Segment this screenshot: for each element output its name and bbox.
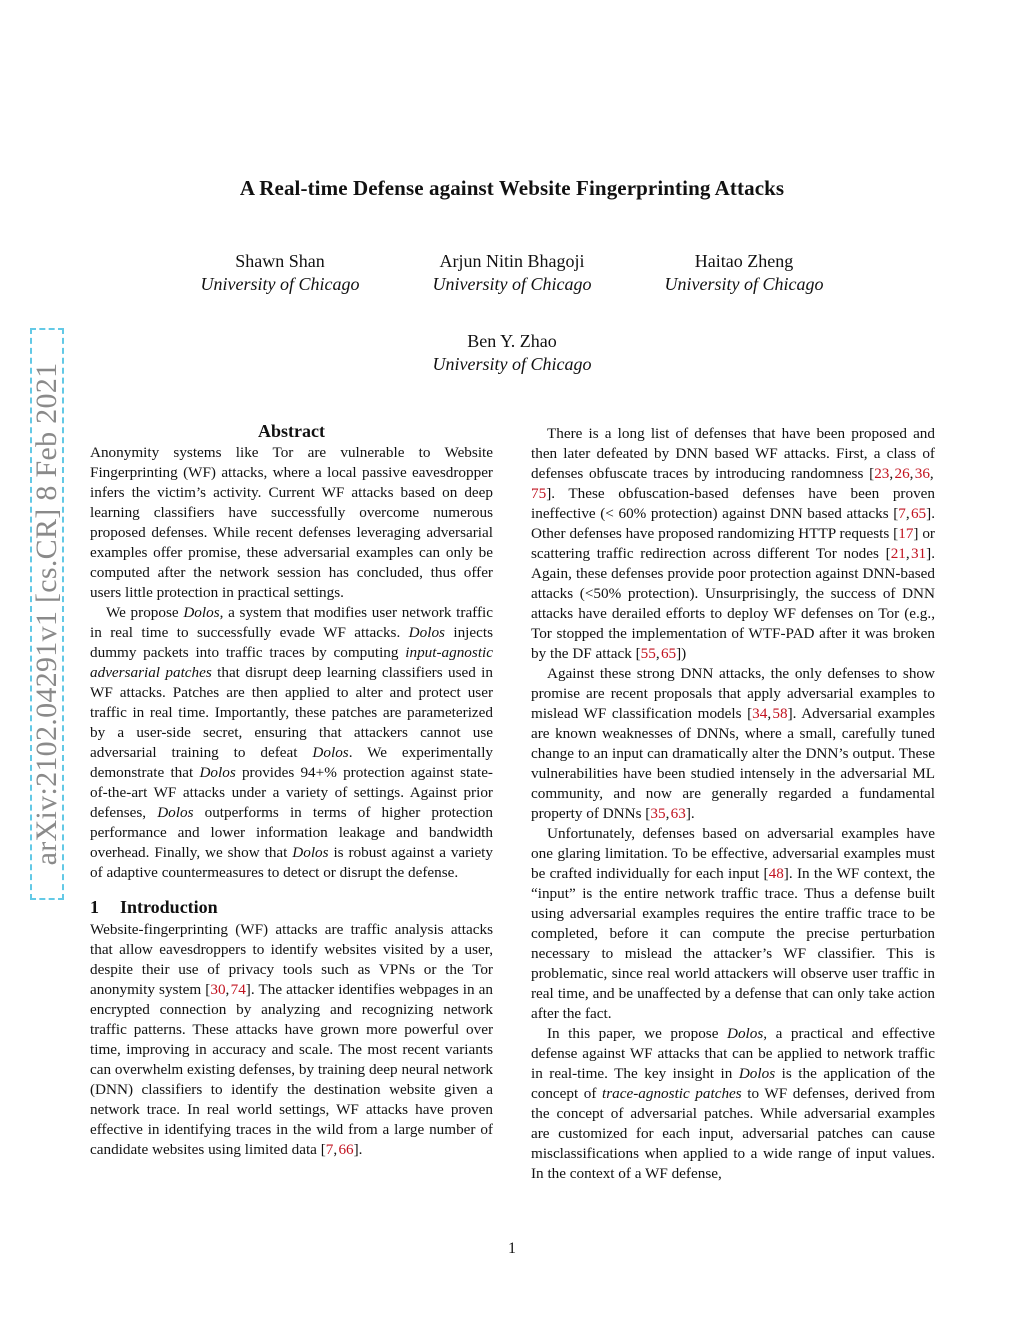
body-paragraph: In this paper, we propose Dolos, a practical and effective defense against WF attacks that can be applied to network traffic in real-time. The key insight in Dolos is the application of the concept of trace-agnostic patches to WF defenses, derived from the concept of adversarial patches. While adversarial examples are customized for each input, adversarial patches can cause misclassifications when applied to a wide range of input values. In the context of a WF defense, (531, 1025, 936, 1182)
citation-link[interactable]: 48 (768, 865, 784, 882)
citation-link[interactable]: 30 (210, 981, 226, 998)
citation-link[interactable]: 63 (670, 805, 686, 822)
right-column (531, 424, 935, 1184)
author-affiliation: University of Chicago (432, 274, 592, 294)
citation-link[interactable]: 17 (898, 525, 914, 542)
citation-link[interactable]: 21 (890, 545, 906, 562)
body-paragraph: There is a long list of defenses that have been proposed and then later defeated by DNN based WF attacks. First, a class of defenses obfuscate traces by introducing randomness [23, 26, 36, 75]. These obfuscation-based defenses have been proven ineffective (< 60% protection) against DNN based attacks [7, 65]. Other defenses have proposed randomizing HTTP requests [17] or scattering traffic redirection across different Tor nodes [21, 31]. Again, these defenses provide poor protection against DNN-based attacks (<50% protection). Unsurprisingly, the success of DNN attacks have derailed efforts to deploy WF defenses on Tor (e.g., Tor stopped the implementation of WTF-PAD after it was broken by the DF attack [55, 65]) (531, 425, 935, 662)
citation-link[interactable]: 65 (910, 505, 927, 522)
citation-link[interactable]: 35 (650, 805, 666, 822)
citation-link[interactable]: 31 (910, 545, 927, 562)
citation-link[interactable]: 74 (230, 981, 246, 998)
author-affiliation: University of Chicago (664, 274, 824, 294)
intro-paragraph: Website-fingerprinting (WF) attacks are traffic analysis attacks that allow eavesdroppers to identify websites visited by a user, despite their use of privacy tools such as VPNs or the Tor anonymity system [30, 74]. The attacker identifies webpages in an encrypted connection by analyzing and recognizing network traffic patterns. These attacks have grown more powerful over time, improving in accuracy and scale. The most recent variants can overwhelm existing defenses, by training deep neural network (DNN) classifiers to identify the destination website given a network trace. In real world settings, WF attacks have proven effective in identifying traces in the wild from a large number of candidate websites using limited data [7, 66]. (90, 921, 493, 1158)
citation-link[interactable]: 58 (772, 705, 788, 722)
arxiv-stamp[interactable]: arXiv:2102.04291v1 [cs.CR] 8 Feb 2021 (30, 362, 63, 866)
author-2 (392, 250, 632, 296)
section-heading-introduction: 1 Introduction (90, 897, 218, 917)
author-affiliation: University of Chicago (200, 274, 360, 294)
citation-link[interactable]: 34 (752, 705, 768, 722)
author-name: Ben Y. Zhao (467, 331, 557, 351)
abstract-heading: Abstract (258, 421, 325, 441)
citation-link[interactable]: 36 (914, 465, 930, 482)
citation-link[interactable]: 7 (898, 505, 906, 522)
body-paragraph: Against these strong DNN attacks, the only defenses to show promise are recent proposals that apply adversarial examples to mislead WF classification models [34, 58]. Adversarial examples are known weaknesses of DNNs, where a small, carefully tuned change to an input can dramatically alter the DNN’s output. These vulnerabilities have been studied intensely in the adversarial ML community, and now are generally regarded a fundamental property of DNNs [35, 63]. (531, 665, 935, 822)
body-paragraph: Unfortunately, defenses based on adversarial examples have one glaring limitation. To be effective, adversarial examples must be crafted individually for each input [48]. In the WF context, the “input” is the entire network traffic trace. Thus a defense built using adversarial examples requires the entire traffic trace to be completed, before it can compute the precise perturbation necessary to mislead the attacker’s WF classifier. This is problematic, since real world attackers will observe user traffic in real time, and be unaffected by a defense that can only take action after the fact. (531, 825, 935, 1022)
paper-title: A Real-time Defense against Website Fingerprinting Attacks (239, 176, 785, 200)
author-name: Arjun Nitin Bhagoji (439, 251, 585, 271)
left-column (90, 421, 493, 1160)
abstract-paragraph: Anonymity systems like Tor are vulnerable to Website Fingerprinting (WF) attacks, where a local passive eavesdropper infers the victim’s activity. Current WF attacks based on deep learning classifiers have successfully overcome numerous proposed defenses. While recent defenses leveraging adversarial examples offer promise, these adversarial examples can only be computed after the network session has concluded, thus offer users little protection in practical settings. (90, 444, 493, 601)
author-1 (160, 250, 400, 296)
author-name: Haitao Zheng (694, 251, 794, 271)
author-affiliation: University of Chicago (432, 354, 592, 374)
abstract-paragraph: We propose Dolos, a system that modifies user network traffic in real time to successfully evade WF attacks. Dolos injects dummy packets into traffic traces by computing input-agnostic adversarial patches that disrupt deep learning classifiers used in WF attacks. Patches are then applied to alter and protect user traffic in real time. Importantly, these patches are parameterized by a user-side secret, ensuring that attackers cannot use adversarial training to defeat Dolos. We experimentally demonstrate that Dolos provides 94+% protection against state-of-the-art WF attacks under a variety of settings. Against prior defenses, Dolos outperforms in terms of higher protection performance and lower information leakage and bandwidth overhead. Finally, we show that Dolos is robust against a variety of adaptive countermeasures to detect or disrupt the defense. (90, 604, 494, 881)
citation-link[interactable]: 65 (660, 645, 677, 662)
citation-link[interactable]: 26 (894, 465, 910, 482)
page-number: 1 (508, 1240, 516, 1257)
author-name: Shawn Shan (235, 251, 325, 271)
citation-link[interactable]: 55 (640, 645, 656, 662)
citation-link[interactable]: 23 (874, 465, 890, 482)
author-4 (392, 330, 632, 376)
citation-link[interactable]: 75 (531, 485, 547, 502)
citation-link[interactable]: 66 (338, 1141, 354, 1158)
author-3 (624, 250, 864, 296)
citation-link[interactable]: 7 (325, 1141, 334, 1158)
